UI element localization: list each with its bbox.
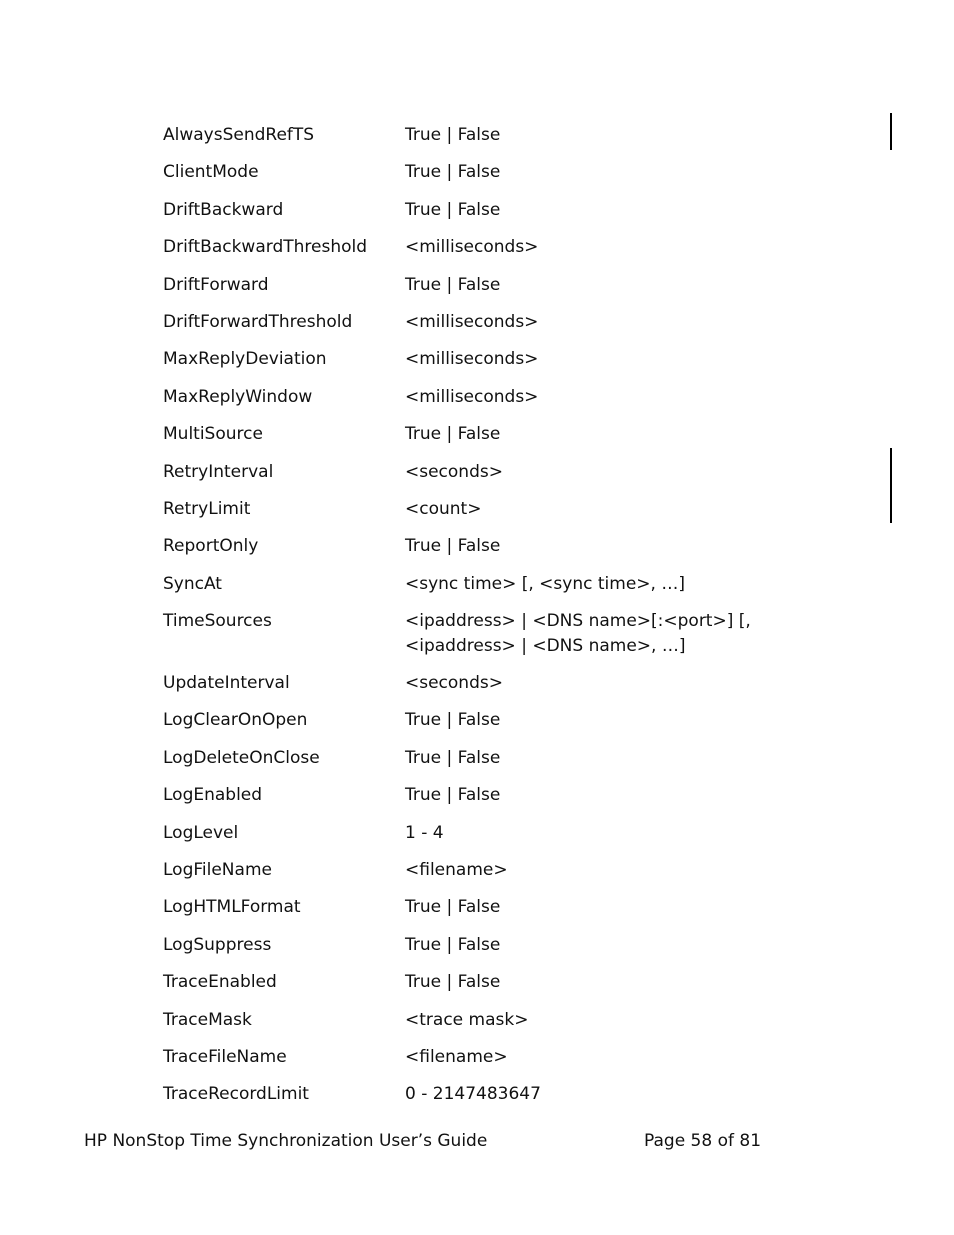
parameter-name: LogDeleteOnClose [163, 747, 320, 768]
change-bar [890, 113, 892, 150]
parameter-value: 1 - 4 [405, 822, 444, 843]
parameter-value: <count> [405, 498, 482, 519]
parameter-row [163, 1008, 783, 1045]
parameter-value: 0 - 2147483647 [405, 1084, 541, 1105]
parameter-row [163, 609, 783, 671]
parameter-name: LogHTMLFormat [163, 897, 301, 918]
parameter-row [163, 422, 783, 459]
parameter-row [163, 895, 783, 932]
parameter-name: LogEnabled [163, 785, 263, 806]
parameter-name: TraceRecordLimit [163, 1084, 309, 1105]
parameter-row [163, 970, 783, 1007]
parameter-name: TraceFileName [163, 1046, 287, 1067]
parameter-name: RetryInterval [163, 461, 274, 482]
parameter-value: True | False [405, 710, 501, 731]
parameter-name: AlwaysSendRefTS [163, 125, 315, 145]
parameter-row [163, 783, 783, 820]
parameter-value: True | False [405, 162, 501, 183]
parameter-value: True | False [405, 199, 501, 220]
parameter-name: LogClearOnOpen [163, 710, 308, 731]
parameter-row [163, 347, 783, 384]
parameter-name: RetryLimit [163, 498, 251, 519]
parameter-name: UpdateInterval [163, 673, 290, 694]
parameter-row [163, 123, 783, 160]
parameter-row [163, 858, 783, 895]
parameter-name: DriftForwardThreshold [163, 311, 353, 332]
parameter-value: <seconds> [405, 461, 503, 482]
footer-page-number: Page 58 of 81 [644, 1131, 762, 1151]
parameter-value: True | False [405, 274, 501, 295]
parameter-name: TraceEnabled [163, 972, 277, 993]
parameter-row [163, 671, 783, 708]
parameter-name: DriftBackwardThreshold [163, 237, 368, 258]
change-bar [890, 448, 892, 523]
parameter-value: True | False [405, 536, 501, 557]
parameter-value-line: <ipaddress> | <DNS name>[:<port>] [, [405, 611, 751, 632]
parameter-row [163, 310, 783, 347]
parameter-row [163, 460, 783, 497]
parameter-value: <milliseconds> [405, 311, 539, 332]
parameter-value: True | False [405, 125, 501, 145]
parameter-row [163, 708, 783, 745]
parameter-name: ClientMode [163, 162, 259, 183]
parameter-row [163, 273, 783, 310]
parameter-row [163, 534, 783, 571]
parameter-value: <milliseconds> [405, 237, 539, 258]
parameter-name: MaxReplyWindow [163, 386, 313, 407]
parameter-value: <sync time> [, <sync time>, …] [405, 573, 685, 594]
parameter-table [163, 123, 783, 1120]
parameter-row [163, 497, 783, 534]
parameter-name: DriftBackward [163, 199, 284, 220]
parameter-row [163, 1045, 783, 1082]
parameter-value-line: <ipaddress> | <DNS name>, …] [405, 636, 686, 657]
parameter-name: TraceMask [163, 1009, 252, 1030]
parameter-value: <filename> [405, 1046, 508, 1067]
parameter-value: True | False [405, 424, 501, 445]
parameter-value: True | False [405, 972, 501, 993]
parameter-row [163, 198, 783, 235]
parameter-value: <trace mask> [405, 1009, 529, 1030]
parameter-row [163, 821, 783, 858]
parameter-row [163, 235, 783, 272]
footer-document-title: HP NonStop Time Synchronization User’s Guide [84, 1131, 488, 1151]
parameter-row [163, 746, 783, 783]
parameter-value: True | False [405, 897, 501, 918]
parameter-value: True | False [405, 934, 501, 955]
parameter-row [163, 1082, 783, 1119]
parameter-name: SyncAt [163, 573, 222, 594]
parameter-value: <filename> [405, 860, 508, 881]
parameter-name: LogSuppress [163, 934, 272, 955]
parameter-value: <seconds> [405, 673, 503, 694]
parameter-name: LogFileName [163, 860, 272, 881]
parameter-row [163, 572, 783, 609]
parameter-name: ReportOnly [163, 536, 259, 557]
parameter-row [163, 385, 783, 422]
parameter-value: <milliseconds> [405, 386, 539, 407]
parameter-value [405, 609, 783, 659]
parameter-name: LogLevel [163, 822, 239, 843]
parameter-name: DriftForward [163, 274, 269, 295]
parameter-name: MultiSource [163, 424, 263, 445]
parameter-row [163, 933, 783, 970]
parameter-name: TimeSources [163, 611, 272, 632]
parameter-value: <milliseconds> [405, 349, 539, 370]
parameter-name: MaxReplyDeviation [163, 349, 327, 370]
parameter-row [163, 160, 783, 197]
parameter-value: True | False [405, 785, 501, 806]
parameter-value: True | False [405, 747, 501, 768]
